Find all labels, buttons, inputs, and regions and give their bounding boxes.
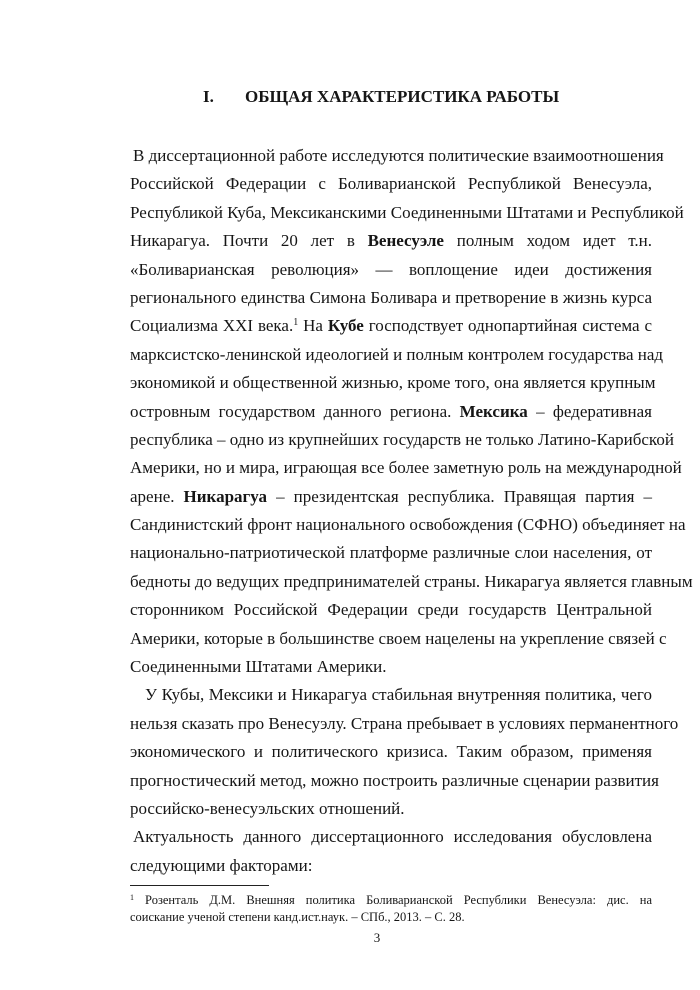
text-line xyxy=(130,767,659,795)
text-run: – президентская республика. Правящая партия – xyxy=(267,486,652,506)
text-line xyxy=(130,710,679,738)
text-run: следующими факторами: xyxy=(130,855,313,875)
text-run: Российской Федерации с Боливарианской Республикой Венесуэла, xyxy=(130,174,652,194)
text-run: Соединенными Штатами Америки. xyxy=(130,657,387,677)
text-run: Америки, которые в большинстве своем нацелены на укрепление связей с xyxy=(130,628,667,648)
text-line xyxy=(130,312,652,340)
text-run: «Боливарианская революция» — воплощение идеи достижения xyxy=(130,259,652,279)
text-line xyxy=(130,738,652,766)
text-run: экономического и политического кризиса. Таким образом, применяя xyxy=(130,742,652,762)
text-run: господствует однопартийная система с xyxy=(363,316,652,336)
text-line xyxy=(133,142,664,170)
text-run: регионального единства Симона Боливара и претворение в жизнь курса xyxy=(130,287,652,307)
footnote-ref: 1 xyxy=(293,317,299,329)
text-line xyxy=(130,795,652,823)
text-run: национально-патриотической платформе различные слои населения, от xyxy=(130,543,652,563)
text-line xyxy=(130,625,667,653)
text-line xyxy=(130,284,652,312)
text-run: республика – одно из крупнейших государств не только Латино-Карибской xyxy=(130,429,674,449)
text-line xyxy=(130,483,652,511)
text-run: прогностический метод, можно построить различные сценарии развития xyxy=(130,770,659,790)
text-line xyxy=(145,681,652,709)
text-run: экономикой и общественной жизнью, кроме того, она является крупным xyxy=(130,373,656,393)
text-run: В диссертационной работе исследуются политические взаимоотношения xyxy=(133,146,664,165)
section-number: I. xyxy=(203,87,214,106)
section-title: ОБЩАЯ ХАРАКТЕРИСТИКА РАБОТЫ xyxy=(245,87,560,106)
bold-term: Венесуэле xyxy=(367,231,444,251)
text-line xyxy=(130,568,693,596)
text-line xyxy=(130,426,674,454)
text-run: бедноты до ведущих предпринимателей страны. Никарагуа является главным xyxy=(130,571,693,591)
text-run: – федеративная xyxy=(527,401,652,421)
text-line xyxy=(130,341,664,369)
text-line xyxy=(130,199,684,227)
text-line xyxy=(130,227,652,255)
text-run: марксистско-ленинской идеологией и полным контролем государства над xyxy=(130,344,664,364)
section-heading xyxy=(0,86,700,108)
text-line xyxy=(130,852,652,880)
bold-term: Никарагуа xyxy=(183,486,268,506)
text-line xyxy=(130,539,652,567)
text-run: У Кубы, Мексики и Никарагуа стабильная внутренняя политика, чего xyxy=(145,685,652,705)
text-line xyxy=(130,454,682,482)
bold-term: Мексика xyxy=(459,401,528,421)
footnote-text: Розенталь Д.М. Внешняя политика Боливарианской Республики Венесуэла: дис. на xyxy=(134,893,652,907)
text-run: полным ходом идет т.н. xyxy=(443,231,652,251)
text-run: нельзя сказать про Венесуэлу. Страна пребывает в условиях перманентного xyxy=(130,713,679,733)
text-run: На xyxy=(298,316,328,336)
page-number: 3 xyxy=(373,930,381,945)
text-line xyxy=(130,369,656,397)
bold-term: Кубе xyxy=(327,316,364,336)
text-run: Социализма XXI века. xyxy=(130,316,294,336)
text-line xyxy=(130,511,686,539)
text-line xyxy=(130,596,652,624)
footnote-line-1 xyxy=(130,892,652,908)
text-line xyxy=(130,256,652,284)
text-run: Америки, но и мира, играющая все более заметную роль на международной xyxy=(130,458,682,478)
text-run: российско-венесуэльских отношений. xyxy=(130,798,405,818)
text-run: островным государством данного региона. xyxy=(130,401,460,421)
footnote-divider xyxy=(130,885,269,886)
text-run: Сандинистский фронт национального освобождения (СФНО) объединяет на xyxy=(130,515,686,535)
text-run: Актуальность данного диссертационного исследования обусловлена xyxy=(133,827,652,847)
footnote-marker: 1 xyxy=(130,893,134,902)
text-run: сторонником Российской Федерации среди государств Центральной xyxy=(130,600,652,620)
text-line xyxy=(130,653,652,681)
text-run: Никарагуа. Почти 20 лет в xyxy=(130,231,368,251)
body-text xyxy=(130,142,693,880)
text-line xyxy=(130,170,652,198)
text-run: арене. xyxy=(130,486,184,506)
text-line xyxy=(133,823,652,851)
text-run: Республикой Куба, Мексиканскими Соединенными Штатами и Республикой xyxy=(130,202,684,222)
footnote-line-2: соискание ученой степени канд.ист.наук. – СПб., 2013. – С. 28. xyxy=(130,910,465,924)
text-line xyxy=(130,398,652,426)
